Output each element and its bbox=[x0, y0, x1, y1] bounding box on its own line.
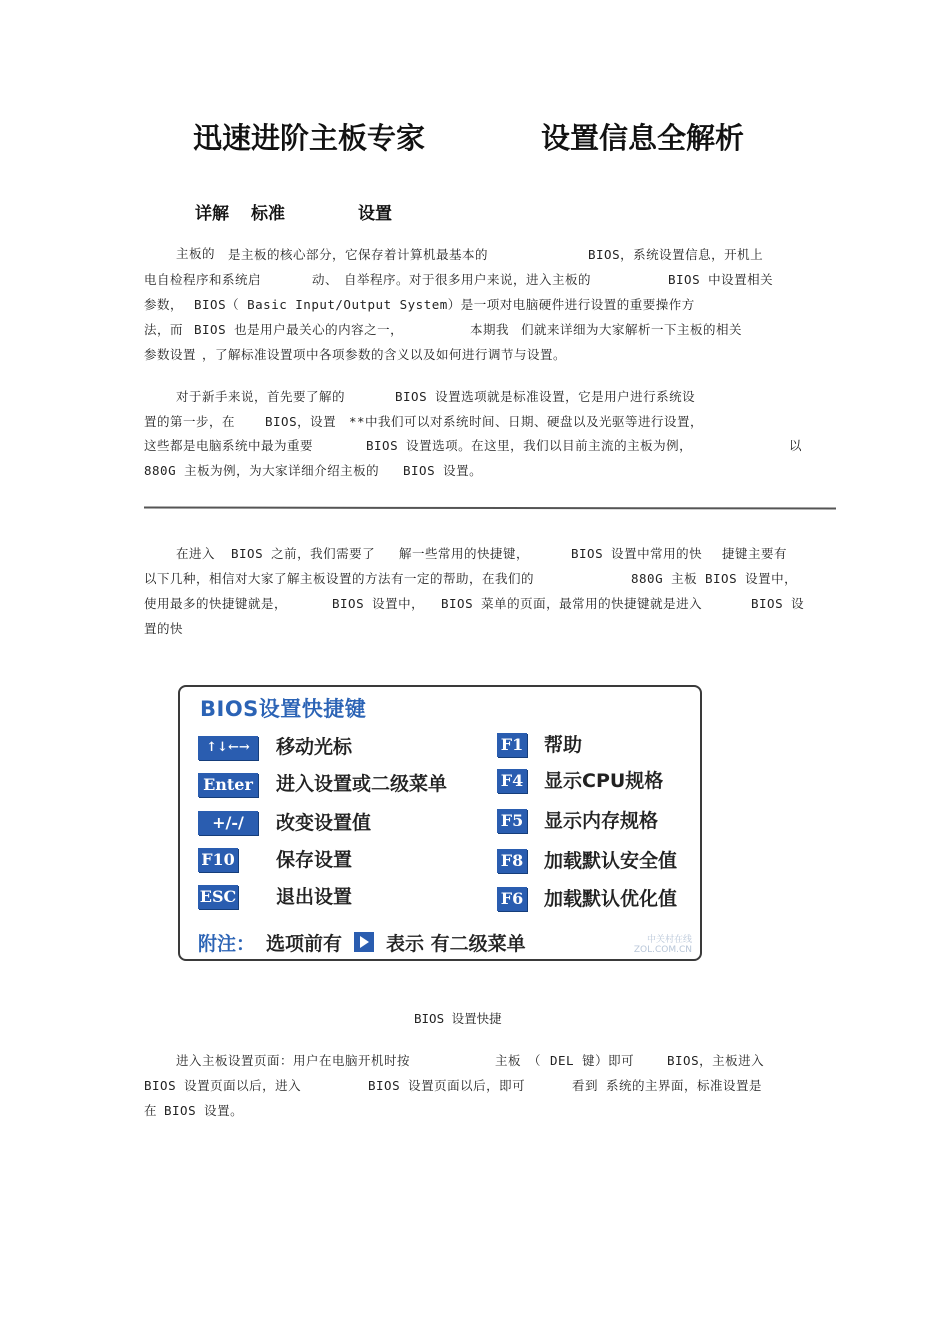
text-fragment: **中我们可以对系统时间、日期、硬盘以及光驱等进行设置， bbox=[349, 414, 704, 429]
shortcut-desc: 退出设置 bbox=[276, 886, 353, 908]
text-fragment: BIOS 菜单的页面，最常用的快捷键就是进入 bbox=[441, 596, 703, 611]
text-fragment: BIOS 设置中， bbox=[705, 571, 798, 586]
note-text-after: 表示 有二级菜单 bbox=[386, 933, 526, 955]
text-fragment: BIOS，设置 bbox=[265, 414, 337, 429]
text-fragment: BIOS，主板进入 bbox=[667, 1053, 765, 1068]
text-fragment: 进入主板设置页面：用户在电脑开机时按 bbox=[176, 1053, 411, 1068]
text-fragment: 以 bbox=[789, 438, 803, 453]
f6-key-icon: F6 bbox=[497, 887, 527, 911]
text-fragment: 主板 bbox=[495, 1053, 522, 1068]
submenu-arrow-icon bbox=[354, 932, 374, 952]
horizontal-divider bbox=[144, 507, 836, 510]
text-fragment: 这些都是电脑系统中最为重要 bbox=[144, 438, 314, 453]
text-fragment: BIOS 设置。 bbox=[403, 463, 483, 478]
f5-key-icon: F5 bbox=[497, 809, 527, 833]
text-fragment: 使用最多的快捷键就是， bbox=[144, 596, 288, 611]
text-fragment: 自举程序。对于很多用户来说，进入主板的 bbox=[344, 272, 592, 287]
shortcut-desc: 帮助 bbox=[544, 734, 583, 756]
f4-key-icon: F4 bbox=[497, 769, 527, 793]
text-fragment: 系统的主界面，标准设置是 bbox=[606, 1078, 763, 1093]
bios-image-title: BIOS设置快捷键 bbox=[200, 697, 367, 721]
text-fragment: 们就来详细为大家解析一下主板的相关 bbox=[521, 322, 743, 337]
esc-key-icon: ESC bbox=[198, 885, 238, 909]
shortcut-desc: 进入设置或二级菜单 bbox=[276, 773, 448, 795]
text-fragment: 对于新手来说，首先要了解的 bbox=[176, 389, 346, 404]
shortcut-desc: 加载默认安全值 bbox=[544, 850, 678, 872]
watermark-line: 中关村在线 bbox=[646, 935, 692, 945]
page-title-left: 迅速进阶主板专家 bbox=[193, 121, 426, 155]
text-fragment: BIOS 设置中常用的快 bbox=[571, 546, 703, 561]
f8-key-icon: F8 bbox=[497, 849, 527, 873]
subtitle-part-1: 详解 bbox=[195, 204, 229, 224]
text-fragment: 置的第一步，在 bbox=[144, 414, 236, 429]
text-fragment: BIOS 中设置相关 bbox=[668, 272, 774, 287]
text-fragment: BIOS（ Basic Input/Output System）是一项对电脑硬件进行设置的重要操作方 bbox=[194, 297, 695, 312]
text-fragment: 法，而 bbox=[144, 322, 184, 337]
page-title-right: 设置信息全解析 bbox=[541, 121, 745, 155]
text-fragment: 在 bbox=[144, 1103, 158, 1118]
shortcut-desc: 加载默认优化值 bbox=[544, 888, 678, 910]
subtitle-part-2: 标准 bbox=[251, 204, 285, 224]
text-fragment: BIOS 之前，我们需要了 bbox=[231, 546, 376, 561]
text-fragment: BIOS 设置选项就是标准设置，它是用户进行系统设 bbox=[395, 389, 696, 404]
text-fragment: 本期我 bbox=[470, 322, 510, 337]
watermark-line: ZOL.COM.CN bbox=[633, 945, 692, 955]
text-fragment: BIOS 设置选项。在这里，我们以目前主流的主板为例， bbox=[366, 438, 693, 453]
text-fragment: 电自检程序和系统启 bbox=[144, 272, 262, 287]
f10-key-icon: F10 bbox=[198, 848, 238, 872]
text-fragment: 解一些常用的快捷键， bbox=[399, 546, 530, 561]
shortcut-desc: 移动光标 bbox=[276, 736, 353, 758]
plus-minus-key-icon: +/-/ bbox=[198, 811, 258, 835]
text-fragment: BIOS 也是用户最关心的内容之一， bbox=[194, 322, 404, 337]
text-fragment: 主板的 bbox=[176, 246, 216, 261]
shortcut-desc: 保存设置 bbox=[276, 849, 353, 871]
zol-watermark bbox=[634, 935, 692, 955]
enter-key-icon: Enter bbox=[198, 773, 258, 797]
text-fragment: DEL 键）即可 bbox=[550, 1053, 635, 1068]
text-fragment: 是主板的核心部分，它保存着计算机最基本的 bbox=[228, 247, 489, 262]
text-fragment: 以下几种，相信对大家了解主板设置的方法有一定的帮助，在我们的 bbox=[144, 571, 535, 586]
text-fragment: BIOS 设 bbox=[751, 596, 805, 611]
image-caption: BIOS 设置快捷 bbox=[414, 1011, 502, 1026]
subtitle-part-3: 设置 bbox=[358, 204, 392, 224]
f1-key-icon: F1 bbox=[497, 733, 527, 757]
bios-shortcut-keys-image bbox=[178, 685, 702, 961]
text-fragment: 880G 主板 bbox=[631, 571, 698, 586]
text-fragment: 置的快 bbox=[144, 621, 184, 636]
text-fragment: 动、 bbox=[312, 272, 339, 287]
text-fragment: 在进入 bbox=[176, 546, 216, 561]
text-fragment: BIOS 设置页面以后，进入 bbox=[144, 1078, 302, 1093]
text-fragment: 看到 bbox=[572, 1078, 599, 1093]
note-text-before: 选项前有 bbox=[266, 933, 343, 955]
shortcut-desc: 改变设置值 bbox=[276, 812, 372, 834]
text-fragment: 880G 主板为例，为大家详细介绍主板的 bbox=[144, 463, 380, 478]
shortcut-desc: 显示CPU规格 bbox=[544, 770, 664, 792]
text-fragment: BIOS，系统设置信息，开机上 bbox=[588, 247, 764, 262]
text-fragment: 捷键主要有 bbox=[722, 546, 788, 561]
text-fragment: 参数， bbox=[144, 297, 184, 312]
text-fragment: （ bbox=[528, 1053, 542, 1068]
text-fragment: 参数设置 bbox=[144, 347, 197, 362]
text-fragment: BIOS 设置中， bbox=[332, 596, 425, 611]
text-fragment: BIOS 设置。 bbox=[164, 1103, 244, 1118]
text-fragment: ，了解标准设置项中各项参数的含义以及如何进行调节与设置。 bbox=[202, 347, 567, 362]
shortcut-desc: 显示内存规格 bbox=[544, 810, 659, 832]
text-fragment: BIOS 设置页面以后，即可 bbox=[368, 1078, 526, 1093]
arrow-keys-icon: ↑↓←→ bbox=[198, 736, 258, 760]
note-label: 附注： bbox=[198, 933, 256, 955]
